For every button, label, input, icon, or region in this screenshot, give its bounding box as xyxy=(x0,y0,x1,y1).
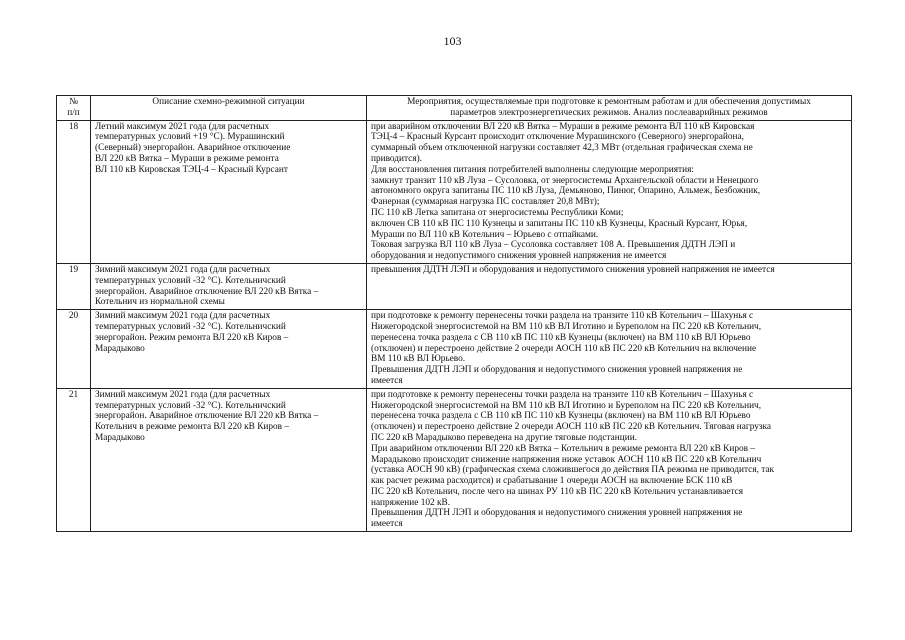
situation-line: ВЛ 220 кВ Вятка – Мураши в режиме ремонта xyxy=(95,153,279,164)
measures-cell xyxy=(367,388,852,531)
measures-line: перенесена точка раздела с СВ 110 кВ ПС 110 кВ Кузнецы (включен) на ВМ 110 кВ ВЛ Юрьево xyxy=(371,411,751,422)
measures-line: ПС 110 кВ Летка запитана от энергосистемы Республики Коми; xyxy=(371,207,624,218)
measures-line: напряжение 102 кВ. xyxy=(371,497,451,508)
measures-line: имеется xyxy=(371,375,403,386)
situation-line: Зимний максимум 2021 года (для расчетных xyxy=(95,264,271,275)
table-row xyxy=(57,120,852,263)
measures-line: оборудования и недопустимого снижения уровней напряжения не имеется xyxy=(371,251,667,262)
situation-line: Летний максимум 2021 года (для расчетных xyxy=(95,121,270,132)
measures-line: ПС 220 кВ Котельнич, после чего на шинах РУ 110 кВ ПС 220 кВ Котельнич устанавливается xyxy=(371,486,744,497)
header-num-line: п/п xyxy=(67,107,80,118)
measures-line: имеется xyxy=(371,519,403,530)
measures-line: Мураши по ВЛ 110 кВ Котельнич – Юрьево с отпайками. xyxy=(371,229,599,240)
situation-line: Котельнич в режиме ремонта ВЛ 220 кВ Киров – xyxy=(95,422,290,433)
measures-cell xyxy=(367,310,852,389)
situation-cell xyxy=(91,310,367,389)
situation-line: Зимний максимум 2021 года (для расчетных xyxy=(95,389,271,400)
situation-line: температурных условий -32 °С). Котельничский xyxy=(95,275,286,286)
measures-cell xyxy=(367,263,852,309)
situation-line: энергорайон. Аварийное отключение ВЛ 220 кВ Вятка – xyxy=(95,286,319,297)
situation-line: энергорайон. Режим ремонта ВЛ 220 кВ Киров – xyxy=(95,332,289,343)
measures-line: включен СВ 110 кВ ПС 110 Кузнецы и запитаны ПС 110 кВ Кузнецы, Красный Курсант, Юрья, xyxy=(371,218,748,229)
measures-cell xyxy=(367,120,852,263)
measures-line: Марадыково происходит снижение напряжения ниже уставок АОСН 110 кВ ПС 220 кВ Котельнич xyxy=(371,454,762,465)
measures-line: ВМ 110 кВ ВЛ Юрьево. xyxy=(371,354,466,365)
page-number: 103 xyxy=(443,34,462,48)
measures-line: (отключен) и перестроено действие 2 очереди АОСН 110 кВ ПС 220 кВ Котельнич на включение xyxy=(371,343,757,354)
measures-line: (уставка АОСН 90 кВ) (графическая схема сложившегося до действия ПА режима не приводится, так xyxy=(371,465,775,476)
situation-line: (Северный) энергорайон. Аварийное отключение xyxy=(95,143,291,154)
measures-line: Нижегородской энергосистемой на ВМ 110 кВ ВЛ Иготино и Буреполом на ПС 220 кВ Котельнич, xyxy=(371,400,762,411)
header-num xyxy=(57,96,91,121)
situation-line: Марадыково xyxy=(95,343,145,354)
measures-line: при подготовке к ремонту перенесены точки раздела на транзите 110 кВ Котельнич – Шахунья с xyxy=(371,389,754,400)
row-number: 18 xyxy=(57,120,91,263)
measures-line: автономного округа запитаны ПС 110 кВ Луза, Демьяново, Пинюг, Опарино, Альмеж, Безбожник, xyxy=(371,186,761,197)
header-measures xyxy=(367,96,852,121)
measures-line: Для восстановления питания потребителей выполнены следующие мероприятия: xyxy=(371,164,694,175)
situation-cell xyxy=(91,388,367,531)
situation-cell xyxy=(91,120,367,263)
measures-line: ТЭЦ-4 – Красный Курсант происходит отключение Мурашинского (Северного) энергорайона, xyxy=(371,132,744,143)
measures-line: замкнут транзит 110 кВ Луза – Сусоловка, от энергосистемы Архангельской области и Ненецкого xyxy=(371,175,759,186)
situation-line: Зимний максимум 2021 года (для расчетных xyxy=(95,311,271,322)
measures-line: Превышения ДДТН ЛЭП и оборудования и недопустимого снижения уровней напряжения не xyxy=(371,365,743,376)
measures-line: Нижегородской энергосистемой на ВМ 110 кВ ВЛ Иготино и Буреполом на ПС 220 кВ Котельнич, xyxy=(371,321,762,332)
situation-cell xyxy=(91,263,367,309)
row-number: 21 xyxy=(57,388,91,531)
measures-line: ПС 220 кВ Марадыково переведена на другие тяговые подстанции. xyxy=(371,432,638,443)
measures-line: суммарный объем отключенной нагрузки составляет 42,3 МВт (отдельная графическая схема не xyxy=(371,143,753,154)
measures-line: превышения ДДТН ЛЭП и оборудования и недопустимого снижения уровней напряжения не имеется xyxy=(371,264,775,275)
situation-line: Котельнич из нормальной схемы xyxy=(95,297,225,308)
situation-line: температурных условий -32 °С). Котельничский xyxy=(95,400,286,411)
measures-line: приводится). xyxy=(371,153,423,164)
table-row xyxy=(57,310,852,389)
measures-line: (отключен) и перестроено действие 2 очереди АОСН 110 кВ ПС 220 кВ Котельнич. Тяговая нагрузка xyxy=(371,422,772,433)
header-situation: Описание схемно-режимной ситуации xyxy=(91,96,367,121)
measures-line: Токовая загрузка ВЛ 110 кВ Луза – Сусоловка составляет 108 А. Превышения ДДТН ЛЭП и xyxy=(371,240,736,251)
situation-line: ВЛ 110 кВ Кировская ТЭЦ-4 – Красный Курсант xyxy=(95,164,288,175)
situation-line: Марадыково xyxy=(95,432,145,443)
row-number: 19 xyxy=(57,263,91,309)
table-row xyxy=(57,263,852,309)
measures-line: при аварийном отключении ВЛ 220 кВ Вятка – Мураши в режиме ремонта ВЛ 110 кВ Кировская xyxy=(371,121,755,132)
situations-table xyxy=(56,95,852,532)
measures-line: перенесена точка раздела с СВ 110 кВ ПС 110 кВ Кузнецы (включен) на ВМ 110 кВ ВЛ Юрьево xyxy=(371,332,751,343)
table-header-row xyxy=(57,96,852,121)
header-num-line: № xyxy=(69,97,78,107)
situation-line: температурных условий -32 °С). Котельничский xyxy=(95,321,286,332)
measures-line: При аварийном отключении ВЛ 220 кВ Вятка – Котельнич в режиме ремонта ВЛ 220 кВ Киров – xyxy=(371,443,755,454)
table-body xyxy=(57,120,852,531)
measures-line: Фанерная (суммарная нагрузка ПС составляет 20,8 МВт); xyxy=(371,197,600,208)
table-row xyxy=(57,388,852,531)
measures-line: при подготовке к ремонту перенесены точки раздела на транзите 110 кВ Котельнич – Шахунья с xyxy=(371,311,754,322)
measures-line: как расчет режима расходится) и срабатывание 1 очереди АОСН на включение БСК 110 кВ xyxy=(371,476,733,487)
situation-line: температурных условий +19 °С). Мурашинский xyxy=(95,132,285,143)
row-number: 20 xyxy=(57,310,91,389)
measures-line: Превышения ДДТН ЛЭП и оборудования и недопустимого снижения уровней напряжения не xyxy=(371,508,743,519)
header-measures-line: Мероприятия, осуществляемые при подготовке к ремонтным работам и для обеспечения допустимых xyxy=(407,97,811,107)
situation-line: энергорайон. Аварийное отключение ВЛ 220 кВ Вятка – xyxy=(95,411,319,422)
header-measures-line: параметров электроэнергетических режимов. Анализ послеаварийных режимов xyxy=(450,107,768,118)
